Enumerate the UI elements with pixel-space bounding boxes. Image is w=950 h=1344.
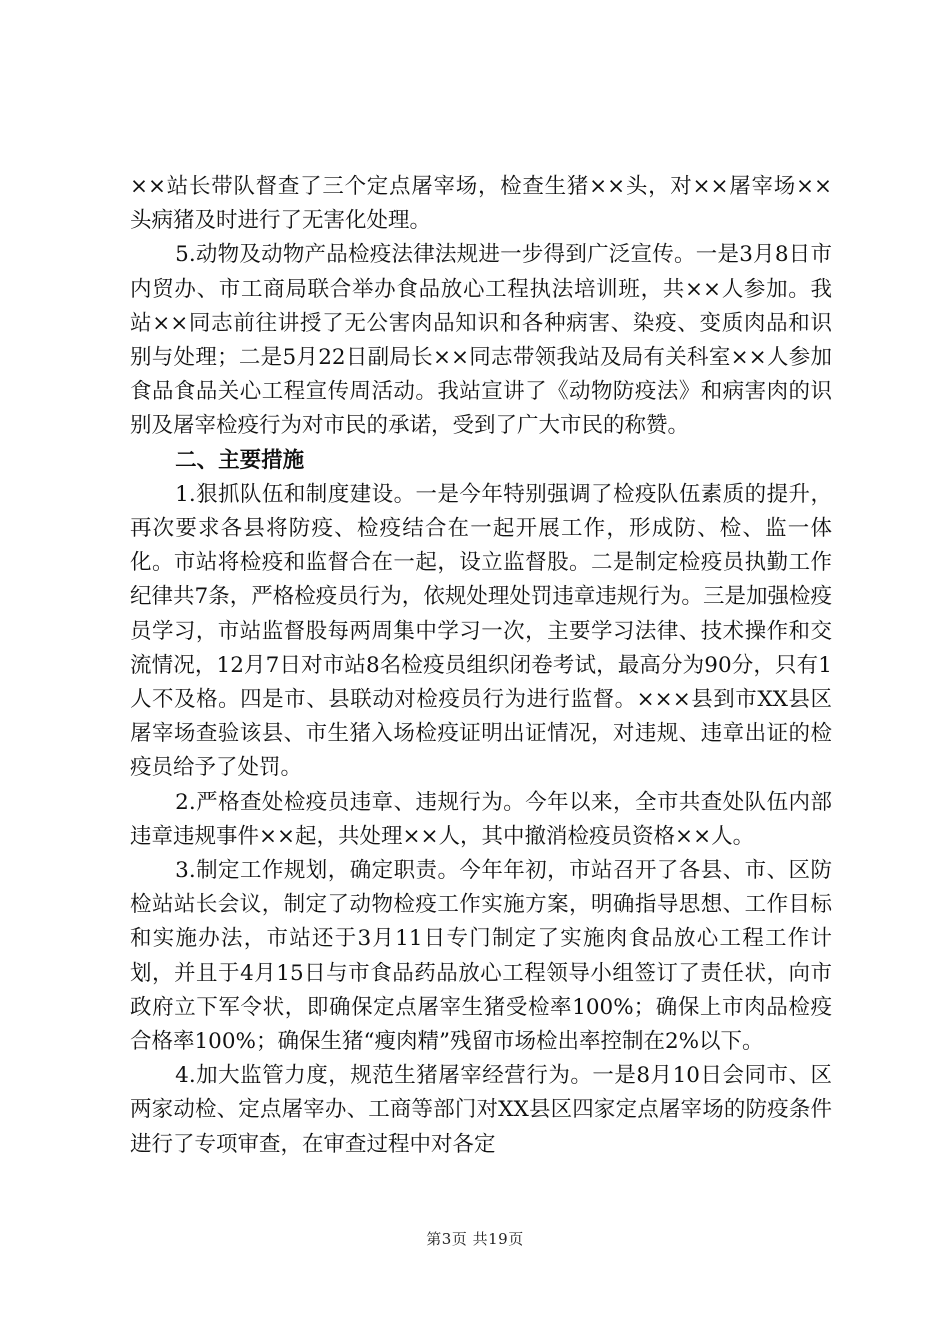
paragraph-continuation: ××站长带队督查了三个定点屠宰场，检查生猪××头，对××屠宰场××头病猪及时进行了无害化处理。 [130,174,832,234]
section-heading: 二、主要措施 [175,447,305,473]
paragraph-measure-3: 3.制定工作规划，确定职责。今年年初，市站召开了各县、市、区防检站站长会议，制定了动物检疫工作实施方案，明确指导思想、工作目标和实施办法，市站还于3月11日专门制定了实施肉食品放心工程工作计划，并且于4月15日与市食品药品放心工程领导小组签订了责任状，向市政府立下军令状，即确保定点屠宰生猪受检率100%；确保上市肉品检疫合格率100%；确保生猪“瘦肉精”残留市场检出率控制在2%以下。 [130,858,832,1055]
paragraph-measure-4: 4.加大监管力度，规范生猪屠宰经营行为。一是8月10日会同市、区两家动检、定点屠宰办、工商等部门对XX县区四家定点屠宰场的防疫条件进行了专项审查，在审查过程中对各定 [130,1063,832,1157]
document-body [130,170,832,1162]
paragraph-measure-1: 1.狠抓队伍和制度建设。一是今年特别强调了检疫队伍素质的提升，再次要求各县将防疫、检疫结合在一起开展工作，形成防、检、监一体化。市站将检疫和监督合在一起，设立监督股。二是制定检疫员执勤工作纪律共7条，严格检疫员行为，依规处理处罚违章违规行为。三是加强检疫员学习，市站监督股每两周集中学习一次，主要学习法律、技术操作和交流情况，12月7日对市站8名检疫员组织闭卷考试，最高分为90分，只有1人不及格。四是市、县联动对检疫员行为进行监督。×××县到市XX县区屠宰场查验该县、市生猪入场检疫证明出证情况，对违规、违章出证的检疫员给予了处罚。 [130,481,832,781]
paragraph-measure-2: 2.严格查处检疫员违章、违规行为。今年以来，全市共查处队伍内部违章违规事件××起，共处理××人，其中撤消检疫员资格××人。 [130,789,832,849]
page-footer: 第3页 共19页 [426,1230,524,1248]
paragraph-item-5: 5.动物及动物产品检疫法律法规进一步得到广泛宣传。一是3月8日市内贸办、市工商局联合举办食品放心工程执法培训班，共××人参加。我站××同志前往讲授了无公害肉品知识和各种病害、染疫、变质肉品和识别与处理；二是5月22日副局长××同志带领我站及局有关科室××人参加食品食品关心工程宣传周活动。我站宣讲了《动物防疫法》和病害肉的识别及屠宰检疫行为对市民的承诺，受到了广大市民的称赞。 [130,242,832,439]
